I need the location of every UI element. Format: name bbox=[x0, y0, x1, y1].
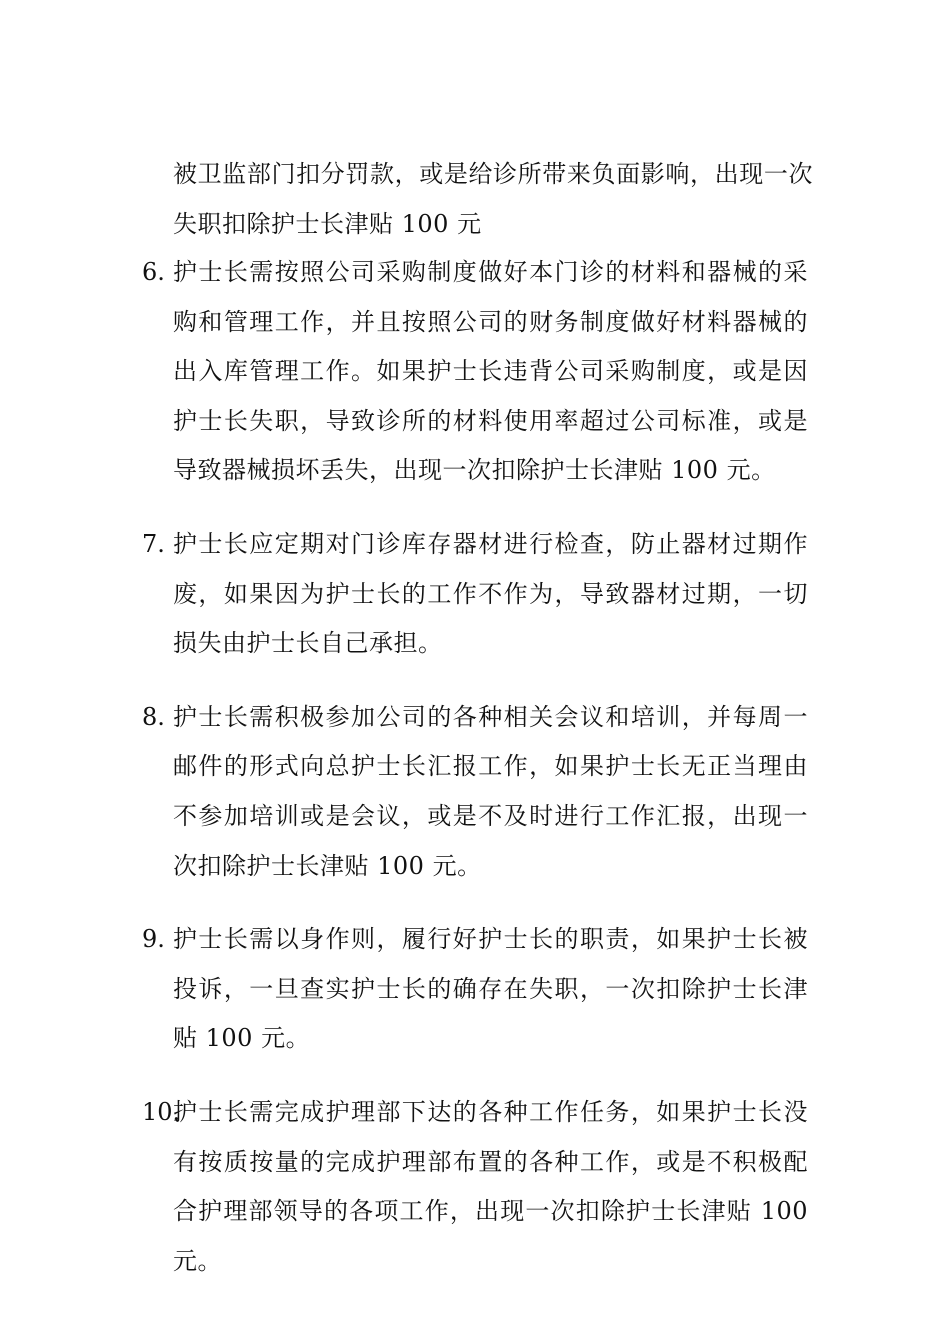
list-item-8 bbox=[0, 693, 950, 891]
item-number-7: 7. bbox=[142, 529, 165, 558]
item-text-8: 护士长需积极参加公司的各种相关会议和培训，并每周一邮件的形式向总护士长汇报工作，如果护士长无正当理由不参加培训或是会议，或是不及时进行工作汇报，出现一次扣除护士长津贴 100 元。 bbox=[173, 702, 808, 880]
numbered-rule-list bbox=[0, 224, 950, 1310]
item-number-10: 10. bbox=[142, 1097, 181, 1126]
item-text-10: 护士长需完成护理部下达的各种工作任务，如果护士长没有按质按量的完成护理部布置的各种工作，或是不积极配合护理部领导的各项工作，出现一次扣除护士长津贴 100 元。 bbox=[173, 1097, 808, 1275]
item-text-7: 护士长应定期对门诊库存器材进行检查，防止器材过期作废，如果因为护士长的工作不作为，导致器材过期，一切损失由护士长自己承担。 bbox=[173, 529, 808, 658]
list-item-9 bbox=[0, 915, 950, 1064]
item-text-9: 护士长需以身作则，履行好护士长的职责，如果护士长被投诉，一旦查实护士长的确存在失职，一次扣除护士长津贴 100 元。 bbox=[173, 925, 808, 1053]
item-number-6: 6. bbox=[142, 258, 165, 286]
item-text-6: 护士长需按照公司采购制度做好本门诊的材料和器械的采购和管理工作，并且按照公司的财务制度做好材料器械的出入库管理工作。如果护士长违背公司采购制度，或是因护士长失职，导致诊所的材料使用率超过公司标准，或是导致器械损坏丢失，出现一次扣除护士长津贴 100 元。 bbox=[173, 258, 808, 485]
list-item-6 bbox=[0, 248, 950, 496]
item-number-9: 9. bbox=[142, 925, 165, 954]
list-item-7 bbox=[0, 520, 950, 669]
continuation-paragraph: 被卫监部门扣分罚款，或是给诊所带来负面影响，出现一次失职扣除护士长津贴 100 元 bbox=[173, 160, 813, 238]
item-number-8: 8. bbox=[142, 702, 165, 731]
list-item-10 bbox=[0, 1088, 950, 1286]
